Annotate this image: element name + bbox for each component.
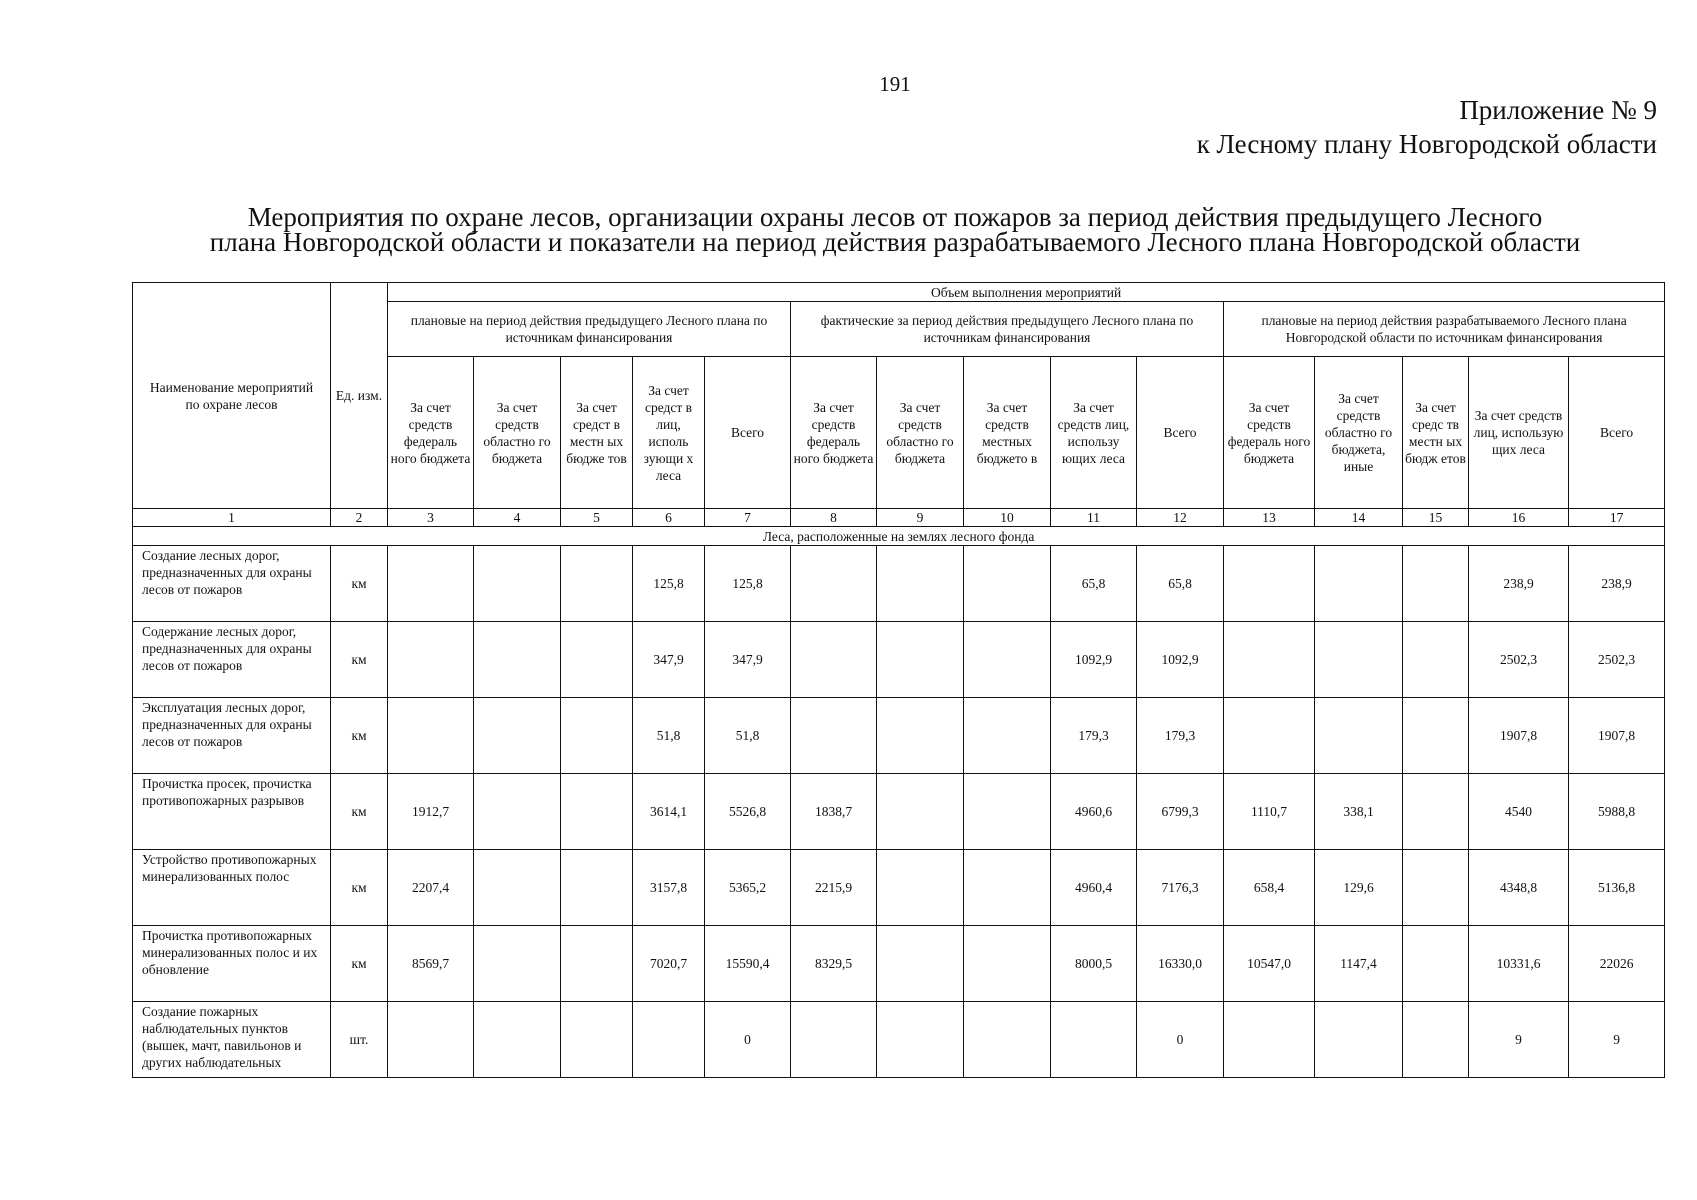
value-cell bbox=[1403, 774, 1469, 850]
value-cell: 16330,0 bbox=[1137, 926, 1224, 1002]
value-cell: 658,4 bbox=[1224, 850, 1315, 926]
appendix-number: Приложение № 9 bbox=[1459, 95, 1657, 125]
value-cell: 8000,5 bbox=[1051, 926, 1137, 1002]
appendix-reference: к Лесному плану Новгородской области bbox=[1196, 129, 1657, 159]
value-cell bbox=[1315, 622, 1403, 698]
value-cell: 10331,6 bbox=[1469, 926, 1569, 1002]
value-cell: 4348,8 bbox=[1469, 850, 1569, 926]
value-cell: 3614,1 bbox=[633, 774, 705, 850]
header-group-actual-previous: фактические за период действия предыдущего Лесного плана по источникам финансирования bbox=[791, 302, 1224, 357]
unit-cell: км bbox=[331, 926, 388, 1002]
sub-header-10: За счет средств местных бюджето в bbox=[964, 357, 1051, 509]
value-cell: 5988,8 bbox=[1569, 774, 1665, 850]
value-cell bbox=[877, 622, 964, 698]
activity-name: Прочистка противопожарных минерализованных полос и их обновление bbox=[133, 926, 331, 1002]
value-cell: 15590,4 bbox=[705, 926, 791, 1002]
table-row bbox=[133, 622, 1665, 698]
value-cell bbox=[474, 546, 561, 622]
column-number: 7 bbox=[705, 509, 791, 527]
table-row bbox=[133, 926, 1665, 1002]
column-number: 10 bbox=[964, 509, 1051, 527]
value-cell: 22026 bbox=[1569, 926, 1665, 1002]
value-cell bbox=[964, 774, 1051, 850]
value-cell bbox=[1051, 1002, 1137, 1078]
value-cell: 238,9 bbox=[1569, 546, 1665, 622]
value-cell: 1147,4 bbox=[1315, 926, 1403, 1002]
value-cell bbox=[964, 546, 1051, 622]
value-cell bbox=[1315, 698, 1403, 774]
sub-header-9: За счет средств областно го бюджета bbox=[877, 357, 964, 509]
value-cell bbox=[474, 774, 561, 850]
value-cell: 65,8 bbox=[1137, 546, 1224, 622]
value-cell bbox=[561, 546, 633, 622]
sub-header-8: За счет средств федераль ного бюджета bbox=[791, 357, 877, 509]
value-cell: 1110,7 bbox=[1224, 774, 1315, 850]
sub-header-14: За счет средств областно го бюджета, иные bbox=[1315, 357, 1403, 509]
value-cell: 338,1 bbox=[1315, 774, 1403, 850]
value-cell bbox=[964, 622, 1051, 698]
unit-cell: км bbox=[331, 774, 388, 850]
value-cell bbox=[1403, 926, 1469, 1002]
value-cell bbox=[1224, 698, 1315, 774]
header-volume: Объем выполнения мероприятий bbox=[388, 283, 1665, 302]
value-cell bbox=[1403, 546, 1469, 622]
column-number: 8 bbox=[791, 509, 877, 527]
sub-header-4: За счет средств областно го бюджета bbox=[474, 357, 561, 509]
sub-header-5: За счет средст в местн ых бюдже тов bbox=[561, 357, 633, 509]
unit-cell: км bbox=[331, 850, 388, 926]
value-cell bbox=[633, 1002, 705, 1078]
value-cell: 179,3 bbox=[1137, 698, 1224, 774]
value-cell bbox=[1224, 546, 1315, 622]
table-body bbox=[133, 546, 1665, 1078]
value-cell bbox=[474, 850, 561, 926]
value-cell bbox=[877, 1002, 964, 1078]
value-cell: 5136,8 bbox=[1569, 850, 1665, 926]
sub-header-7: Всего bbox=[705, 357, 791, 509]
value-cell: 7020,7 bbox=[633, 926, 705, 1002]
column-number: 15 bbox=[1403, 509, 1469, 527]
sub-header-13: За счет средств федераль ного бюджета bbox=[1224, 357, 1315, 509]
activity-name: Прочистка просек, прочистка противопожарных разрывов bbox=[133, 774, 331, 850]
value-cell bbox=[388, 622, 474, 698]
value-cell: 6799,3 bbox=[1137, 774, 1224, 850]
value-cell: 2502,3 bbox=[1569, 622, 1665, 698]
header-group-planned-previous: плановые на период действия предыдущего Лесного плана по источникам финансирования bbox=[388, 302, 791, 357]
value-cell: 9 bbox=[1569, 1002, 1665, 1078]
value-cell: 1092,9 bbox=[1137, 622, 1224, 698]
page-number: 191 bbox=[879, 72, 911, 96]
value-cell bbox=[791, 698, 877, 774]
table-row bbox=[133, 698, 1665, 774]
header-unit: Ед. изм. bbox=[331, 283, 388, 509]
document-title-line-1: Мероприятия по охране лесов, организации охраны лесов от пожаров за период действия предыдущего Лесного bbox=[247, 202, 1543, 232]
value-cell bbox=[561, 850, 633, 926]
table-row bbox=[133, 850, 1665, 926]
value-cell bbox=[877, 698, 964, 774]
column-number: 1 bbox=[133, 509, 331, 527]
column-number: 14 bbox=[1315, 509, 1403, 527]
value-cell bbox=[964, 926, 1051, 1002]
document-title bbox=[150, 202, 1640, 257]
value-cell bbox=[474, 926, 561, 1002]
value-cell: 3157,8 bbox=[633, 850, 705, 926]
value-cell: 8569,7 bbox=[388, 926, 474, 1002]
value-cell: 2207,4 bbox=[388, 850, 474, 926]
unit-cell: км bbox=[331, 698, 388, 774]
value-cell: 1912,7 bbox=[388, 774, 474, 850]
value-cell: 2502,3 bbox=[1469, 622, 1569, 698]
unit-cell: км bbox=[331, 546, 388, 622]
activity-name: Устройство противопожарных минерализованных полос bbox=[133, 850, 331, 926]
value-cell: 125,8 bbox=[633, 546, 705, 622]
column-numbers-row bbox=[133, 509, 1665, 527]
column-number: 17 bbox=[1569, 509, 1665, 527]
sub-header-15: За счет средс тв местн ых бюдж етов bbox=[1403, 357, 1469, 509]
column-number: 13 bbox=[1224, 509, 1315, 527]
value-cell bbox=[791, 622, 877, 698]
value-cell: 51,8 bbox=[705, 698, 791, 774]
value-cell bbox=[388, 546, 474, 622]
value-cell bbox=[964, 1002, 1051, 1078]
sub-header-12: Всего bbox=[1137, 357, 1224, 509]
sub-header-17: Всего bbox=[1569, 357, 1665, 509]
column-number: 3 bbox=[388, 509, 474, 527]
header-group-planned-new: плановые на период действия разрабатываемого Лесного плана Новгородской области по источникам финансирования bbox=[1224, 302, 1665, 357]
value-cell: 347,9 bbox=[633, 622, 705, 698]
sub-header-6: За счет средст в лиц, исполь зующи х леса bbox=[633, 357, 705, 509]
value-cell bbox=[877, 774, 964, 850]
activity-name: Содержание лесных дорог, предназначенных для охраны лесов от пожаров bbox=[133, 622, 331, 698]
column-number: 9 bbox=[877, 509, 964, 527]
value-cell: 4960,4 bbox=[1051, 850, 1137, 926]
value-cell bbox=[877, 926, 964, 1002]
value-cell: 8329,5 bbox=[791, 926, 877, 1002]
sub-header-3: За счет средств федераль ного бюджета bbox=[388, 357, 474, 509]
value-cell: 2215,9 bbox=[791, 850, 877, 926]
value-cell bbox=[877, 850, 964, 926]
column-number: 11 bbox=[1051, 509, 1137, 527]
value-cell bbox=[791, 1002, 877, 1078]
value-cell: 129,6 bbox=[1315, 850, 1403, 926]
activity-name: Эксплуатация лесных дорог, предназначенных для охраны лесов от пожаров bbox=[133, 698, 331, 774]
value-cell bbox=[388, 698, 474, 774]
header-activity-name: Наименование мероприятий по охране лесов bbox=[133, 283, 331, 509]
activity-name: Создание лесных дорог, предназначенных для охраны лесов от пожаров bbox=[133, 546, 331, 622]
value-cell: 51,8 bbox=[633, 698, 705, 774]
value-cell: 1838,7 bbox=[791, 774, 877, 850]
value-cell bbox=[1403, 622, 1469, 698]
value-cell bbox=[474, 698, 561, 774]
value-cell: 1907,8 bbox=[1569, 698, 1665, 774]
header-row-1 bbox=[133, 283, 1665, 302]
unit-cell: км bbox=[331, 622, 388, 698]
unit-cell: шт. bbox=[331, 1002, 388, 1078]
value-cell bbox=[388, 1002, 474, 1078]
appendix-caption bbox=[1197, 93, 1657, 161]
value-cell: 9 bbox=[1469, 1002, 1569, 1078]
column-number: 6 bbox=[633, 509, 705, 527]
value-cell bbox=[561, 774, 633, 850]
value-cell bbox=[1315, 546, 1403, 622]
value-cell: 4960,6 bbox=[1051, 774, 1137, 850]
value-cell bbox=[877, 546, 964, 622]
value-cell bbox=[1403, 1002, 1469, 1078]
value-cell: 0 bbox=[1137, 1002, 1224, 1078]
value-cell bbox=[474, 1002, 561, 1078]
section-row bbox=[133, 527, 1665, 546]
value-cell: 0 bbox=[705, 1002, 791, 1078]
sub-header-16: За счет средств лиц, использую щих леса bbox=[1469, 357, 1569, 509]
value-cell bbox=[474, 622, 561, 698]
value-cell bbox=[1403, 698, 1469, 774]
table-row bbox=[133, 1002, 1665, 1078]
value-cell: 179,3 bbox=[1051, 698, 1137, 774]
measures-table bbox=[132, 282, 1665, 1078]
value-cell bbox=[1224, 1002, 1315, 1078]
sub-header-11: За счет средств лиц, использу ющих леса bbox=[1051, 357, 1137, 509]
value-cell bbox=[1315, 1002, 1403, 1078]
value-cell bbox=[561, 698, 633, 774]
value-cell bbox=[561, 622, 633, 698]
column-number: 2 bbox=[331, 509, 388, 527]
value-cell: 125,8 bbox=[705, 546, 791, 622]
value-cell bbox=[964, 698, 1051, 774]
value-cell: 347,9 bbox=[705, 622, 791, 698]
value-cell bbox=[964, 850, 1051, 926]
value-cell bbox=[791, 546, 877, 622]
column-number: 5 bbox=[561, 509, 633, 527]
value-cell: 7176,3 bbox=[1137, 850, 1224, 926]
value-cell bbox=[561, 1002, 633, 1078]
value-cell: 1092,9 bbox=[1051, 622, 1137, 698]
document-title-line-2: плана Новгородской области и показатели на период действия разрабатываемого Лесного плана Новгородской области bbox=[209, 227, 1581, 257]
column-number: 4 bbox=[474, 509, 561, 527]
section-label: Леса, расположенные на землях лесного фонда bbox=[133, 527, 1665, 546]
value-cell bbox=[1224, 622, 1315, 698]
table-row bbox=[133, 774, 1665, 850]
value-cell bbox=[1403, 850, 1469, 926]
value-cell: 65,8 bbox=[1051, 546, 1137, 622]
column-number: 12 bbox=[1137, 509, 1224, 527]
activity-name: Создание пожарных наблюдательных пунктов (вышек, мачт, павильонов и других наблюдательных bbox=[133, 1002, 331, 1078]
column-number: 16 bbox=[1469, 509, 1569, 527]
value-cell: 5526,8 bbox=[705, 774, 791, 850]
value-cell: 10547,0 bbox=[1224, 926, 1315, 1002]
table-row bbox=[133, 546, 1665, 622]
value-cell: 1907,8 bbox=[1469, 698, 1569, 774]
value-cell: 5365,2 bbox=[705, 850, 791, 926]
value-cell bbox=[561, 926, 633, 1002]
value-cell: 238,9 bbox=[1469, 546, 1569, 622]
value-cell: 4540 bbox=[1469, 774, 1569, 850]
